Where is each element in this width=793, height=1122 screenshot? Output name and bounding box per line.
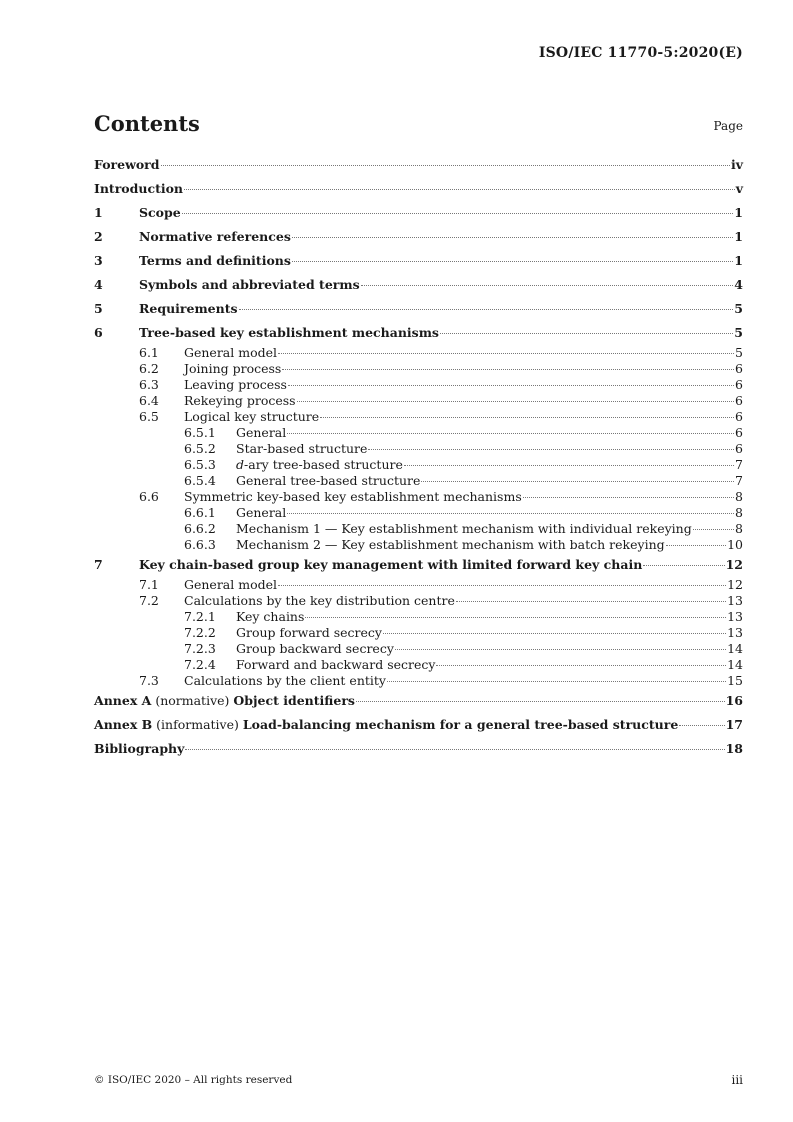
leader-dots xyxy=(184,188,735,190)
leader-dots xyxy=(404,464,734,466)
leader-dots xyxy=(305,616,726,618)
toc-entry-number: 7.3 xyxy=(139,673,159,688)
toc-entry-clause-7[interactable] xyxy=(94,553,743,577)
leader-dots xyxy=(292,236,733,238)
toc-entry-foreword[interactable] xyxy=(94,153,743,177)
toc-entry-page: iv xyxy=(730,157,743,172)
toc-entry-page: 5 xyxy=(734,301,743,316)
toc-entry-label: Bibliography xyxy=(94,741,185,756)
toc-entry-page: 17 xyxy=(725,717,743,732)
toc-entry-clause-1[interactable] xyxy=(94,201,743,225)
toc-entry-clause-5[interactable] xyxy=(94,297,743,321)
toc-entry-number: 6.6.2 xyxy=(184,521,216,536)
toc-entry-page: 10 xyxy=(727,537,743,552)
toc-entry-label: Calculations by the client entity xyxy=(184,673,386,688)
toc-entry-clause-2[interactable] xyxy=(94,225,743,249)
toc-entry-number: 7 xyxy=(94,557,103,572)
toc-entry-number: 4 xyxy=(94,277,103,292)
toc-entry-page: 1 xyxy=(734,253,743,268)
toc-entry-6-6-3[interactable] xyxy=(94,537,743,553)
leader-dots xyxy=(292,260,733,262)
toc-entry-6-5-3[interactable] xyxy=(94,457,743,473)
toc-entry-label xyxy=(94,689,355,713)
toc-entry-page: 5 xyxy=(735,345,743,360)
toc-entry-page: 6 xyxy=(735,393,743,408)
copyright-notice: © ISO/IEC 2020 – All rights reserved xyxy=(94,1074,293,1086)
toc-entry-number: 6.5 xyxy=(139,409,159,424)
toc-entry-page: 6 xyxy=(735,377,743,392)
leader-dots xyxy=(643,564,724,566)
toc-entry-6-3[interactable] xyxy=(94,377,743,393)
toc-entry-number: 6.5.3 xyxy=(184,457,216,472)
toc-entry-page: 13 xyxy=(727,625,743,640)
table-of-contents xyxy=(94,153,743,761)
leader-dots xyxy=(361,284,734,286)
toc-entry-page: 18 xyxy=(725,741,743,756)
toc-entry-page: 15 xyxy=(727,673,743,688)
toc-entry-label: General xyxy=(236,425,287,440)
leader-dots xyxy=(185,748,724,750)
leader-dots xyxy=(523,496,734,498)
toc-entry-7-2-4[interactable] xyxy=(94,657,743,673)
toc-entry-page: 8 xyxy=(735,489,743,504)
toc-entry-7-2-2[interactable] xyxy=(94,625,743,641)
toc-entry-7-2-1[interactable] xyxy=(94,609,743,625)
leader-dots xyxy=(440,332,733,334)
toc-entry-page: 14 xyxy=(727,641,743,656)
annex-title: Load-balancing mechanism for a general tree-based structure xyxy=(242,717,679,732)
toc-entry-6-5[interactable] xyxy=(94,409,743,425)
toc-entry-label: Symbols and abbreviated terms xyxy=(139,277,360,292)
toc-entry-label: Mechanism 1 — Key establishment mechanism with individual rekeying xyxy=(236,521,692,536)
toc-entry-introduction[interactable] xyxy=(94,177,743,201)
leader-dots xyxy=(421,480,734,482)
leader-dots xyxy=(395,648,726,650)
toc-entry-label: Joining process xyxy=(184,361,282,376)
contents-title: Contents xyxy=(94,111,200,136)
toc-entry-number: 7.2 xyxy=(139,593,159,608)
toc-entry-number: 6 xyxy=(94,325,103,340)
toc-entry-label: Scope xyxy=(139,205,181,220)
toc-entry-label: Tree-based key establishment mechanisms xyxy=(139,325,439,340)
toc-entry-annex-a[interactable] xyxy=(94,689,743,713)
toc-entry-number: 6.6.3 xyxy=(184,537,216,552)
toc-entry-page: 14 xyxy=(727,657,743,672)
toc-entry-page: 6 xyxy=(735,361,743,376)
toc-entry-label: Symmetric key-based key establishment mechanisms xyxy=(184,489,522,504)
toc-entry-page: 6 xyxy=(735,441,743,456)
toc-entry-page: 1 xyxy=(734,229,743,244)
toc-entry-number: 7.2.4 xyxy=(184,657,216,672)
leader-dots xyxy=(278,584,726,586)
toc-entry-page: 4 xyxy=(734,277,743,292)
leader-dots xyxy=(387,680,726,682)
leader-dots xyxy=(456,600,726,602)
toc-entry-7-2[interactable] xyxy=(94,593,743,609)
toc-entry-number: 7.2.3 xyxy=(184,641,216,656)
leader-dots xyxy=(383,632,726,634)
leader-dots xyxy=(278,352,734,354)
leader-dots xyxy=(368,448,734,450)
toc-entry-label: Key chain-based group key management with limited forward key chain xyxy=(139,557,643,572)
leader-dots xyxy=(436,664,726,666)
leader-dots xyxy=(356,700,725,702)
toc-entry-label: Introduction xyxy=(94,181,184,196)
toc-entry-clause-3[interactable] xyxy=(94,249,743,273)
toc-entry-label: General model xyxy=(184,577,278,592)
toc-entry-label xyxy=(236,457,403,473)
annex-title: Object identifiers xyxy=(233,693,355,708)
toc-entry-6-1[interactable] xyxy=(94,345,743,361)
toc-entry-6-5-4[interactable] xyxy=(94,473,743,489)
leader-dots xyxy=(282,368,734,370)
toc-entry-label xyxy=(94,713,678,737)
toc-entry-label: Foreword xyxy=(94,157,160,172)
toc-entry-number: 3 xyxy=(94,253,103,268)
toc-entry-number: 6.3 xyxy=(139,377,159,392)
toc-entry-label: Normative references xyxy=(139,229,291,244)
toc-entry-number: 6.2 xyxy=(139,361,159,376)
toc-entry-label-rest: -ary tree-based structure xyxy=(244,457,403,472)
toc-entry-label: Logical key structure xyxy=(184,409,320,424)
toc-entry-page: 13 xyxy=(727,593,743,608)
toc-entry-number: 7.2.1 xyxy=(184,609,216,624)
leader-dots xyxy=(288,384,734,386)
toc-entry-clause-6[interactable] xyxy=(94,321,743,345)
toc-entry-page: 1 xyxy=(734,205,743,220)
toc-entry-clause-4[interactable] xyxy=(94,273,743,297)
leader-dots xyxy=(679,724,724,726)
toc-entry-page: 7 xyxy=(735,473,743,488)
leader-dots xyxy=(297,400,734,402)
toc-entry-page: 12 xyxy=(725,557,743,572)
toc-entry-6-2[interactable] xyxy=(94,361,743,377)
toc-entry-number: 6.1 xyxy=(139,345,159,360)
toc-entry-label: Terms and definitions xyxy=(139,253,291,268)
toc-entry-6-6[interactable] xyxy=(94,489,743,505)
toc-entry-number: 6.6 xyxy=(139,489,159,504)
leader-dots xyxy=(287,512,734,514)
toc-entry-label: Calculations by the key distribution centre xyxy=(184,593,455,608)
toc-entry-6-4[interactable] xyxy=(94,393,743,409)
toc-entry-label: Star-based structure xyxy=(236,441,368,456)
toc-entry-page: 8 xyxy=(735,505,743,520)
annex-qualifier: (normative) xyxy=(151,693,234,708)
leader-dots xyxy=(287,432,734,434)
toc-entry-number: 7.1 xyxy=(139,577,159,592)
toc-entry-number: 6.5.4 xyxy=(184,473,216,488)
toc-entry-label: Key chains xyxy=(236,609,305,624)
leader-dots xyxy=(666,544,726,546)
toc-entry-annex-b[interactable] xyxy=(94,713,743,737)
toc-entry-page: 8 xyxy=(735,521,743,536)
toc-entry-page: 16 xyxy=(725,693,743,708)
toc-entry-label: Forward and backward secrecy xyxy=(236,657,436,672)
toc-entry-6-5-1[interactable] xyxy=(94,425,743,441)
annex-prefix: Annex B xyxy=(94,717,153,732)
toc-entry-7-3[interactable] xyxy=(94,673,743,689)
toc-entry-page: 13 xyxy=(727,609,743,624)
toc-entry-label: General model xyxy=(184,345,278,360)
toc-entry-label: Requirements xyxy=(139,301,238,316)
toc-entry-number: 2 xyxy=(94,229,103,244)
toc-entry-number: 1 xyxy=(94,205,103,220)
toc-entry-page: 6 xyxy=(735,409,743,424)
page-column-label: Page xyxy=(713,119,743,133)
toc-entry-bibliography[interactable] xyxy=(94,737,743,761)
leader-dots xyxy=(182,212,734,214)
toc-entry-label: Group backward secrecy xyxy=(236,641,394,656)
leader-dots xyxy=(161,164,730,166)
page-number: iii xyxy=(731,1073,743,1087)
toc-entry-page: 12 xyxy=(727,577,743,592)
toc-entry-label: Leaving process xyxy=(184,377,287,392)
toc-entry-page: v xyxy=(735,181,743,196)
toc-entry-label-italic: d xyxy=(236,457,245,472)
toc-entry-number: 5 xyxy=(94,301,103,316)
toc-entry-label: Group forward secrecy xyxy=(236,625,382,640)
document-id: ISO/IEC 11770-5:2020(E) xyxy=(538,45,743,61)
toc-entry-label: Mechanism 2 — Key establishment mechanism with batch rekeying xyxy=(236,537,665,552)
toc-entry-label: Rekeying process xyxy=(184,393,296,408)
toc-entry-number: 6.4 xyxy=(139,393,159,408)
annex-prefix: Annex A xyxy=(94,693,152,708)
toc-entry-page: 5 xyxy=(734,325,743,340)
toc-entry-number: 6.5.1 xyxy=(184,425,216,440)
annex-qualifier: (informative) xyxy=(152,717,243,732)
toc-entry-6-6-1[interactable] xyxy=(94,505,743,521)
toc-entry-page: 7 xyxy=(735,457,743,472)
toc-entry-label: General xyxy=(236,505,287,520)
toc-entry-number: 6.5.2 xyxy=(184,441,216,456)
leader-dots xyxy=(320,416,734,418)
toc-entry-page: 6 xyxy=(735,425,743,440)
toc-entry-6-5-2[interactable] xyxy=(94,441,743,457)
toc-entry-7-1[interactable] xyxy=(94,577,743,593)
toc-entry-label: General tree-based structure xyxy=(236,473,421,488)
leader-dots xyxy=(239,308,734,310)
leader-dots xyxy=(693,528,734,530)
toc-entry-number: 7.2.2 xyxy=(184,625,216,640)
toc-entry-6-6-2[interactable] xyxy=(94,521,743,537)
toc-entry-number: 6.6.1 xyxy=(184,505,216,520)
toc-entry-7-2-3[interactable] xyxy=(94,641,743,657)
